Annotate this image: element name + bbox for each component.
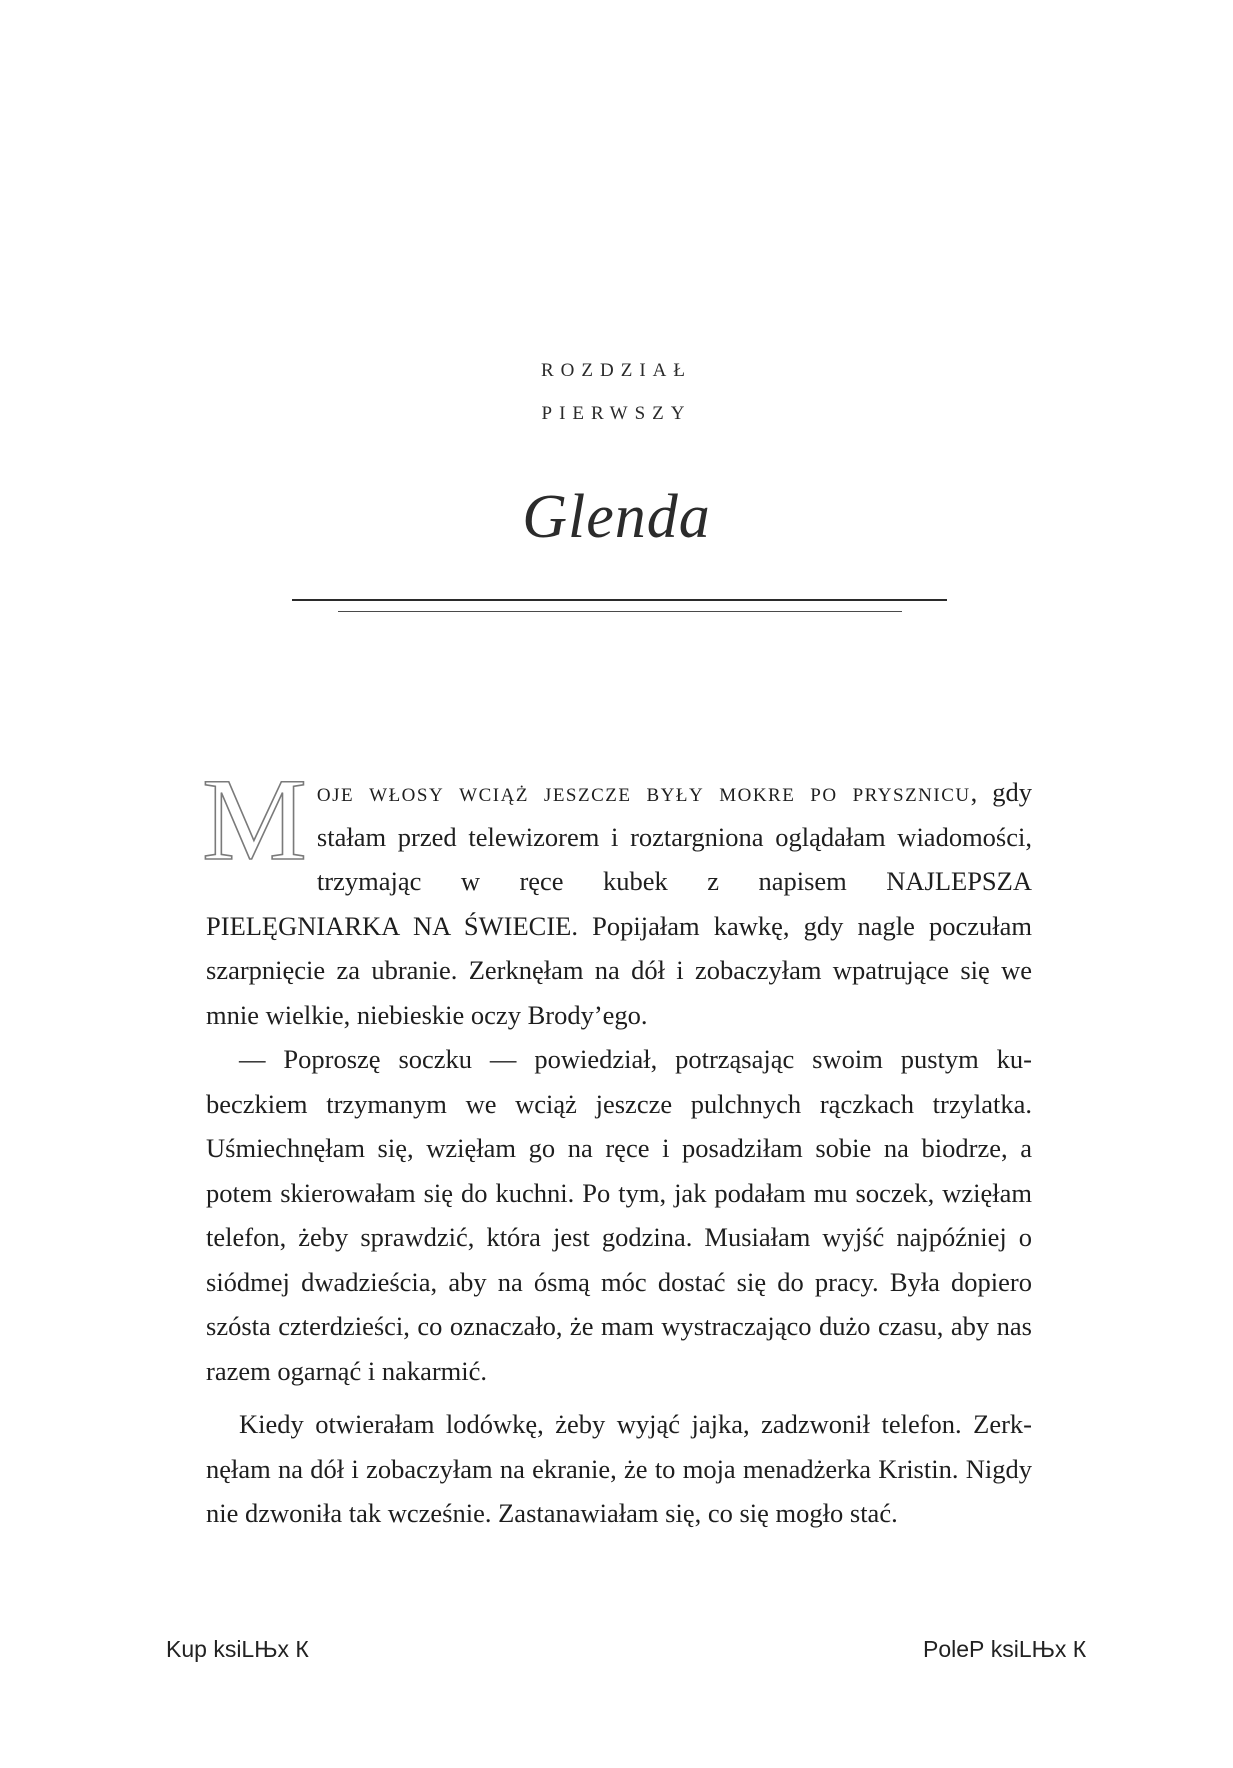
chapter-body: [202, 754, 1032, 1536]
chapter-title: Glenda: [522, 483, 711, 551]
paragraph-2: — Poproszę soczku — powiedział, potrząsając swoim pustym kubeczkiem trzymanym we wciąż jeszcze pulchnych rączkach trzylatka. Uśmiechnęłam się, wzięłam go na ręce i posadziłam sobie na biodrze, a potem skierowałam się do kuchni. Po tym, jak podałam mu soczek, wzięłam telefon, żeby sprawdzić, która jest godzina. Musiałam wyjść najpóźniej o siódmej dwadzieścia, aby na ósmą móc dostać się do pracy. Była dopiero szósta czterdzieści, co oznaczało, że mam wystraczająco dużo czasu, aby nas razem ogarnąć i nakarmić.: [206, 1044, 1032, 1386]
chapter-number: PIERWSZY: [541, 403, 692, 424]
title-rule-thick: [292, 599, 947, 601]
paragraph-3: Kiedy otwierałam lodówkę, żeby wyjąć jajka, zadzwonił telefon. Zerknęłam na dół i zobaczyłam na ekranie, że to moja menadżerka Kristin. Nigdy nie dzwoniła tak wcześnie. Zastanawiałam się, co się mogło stać.: [206, 1409, 1032, 1528]
chapter-label: ROZDZIAŁ: [541, 360, 692, 381]
drop-cap: M: [202, 754, 307, 885]
paragraph-1-text: gdy stałam przed telewizorem i roztargniona oglądałam wiadomości, trzymając w ręce kubek z napisem NAJLEPSZA PIELĘGNIARKA NA ŚWIECIE. Popijałam kawkę, gdy nagle poczułam szarpnięcie za ubranie. Zerknęłam na dół i zobaczyłam wpatrujące się we mnie wielkie, niebieskie oczy Brody’ego.: [206, 777, 1032, 1030]
buy-book-link[interactable]: Kup ksiLЊх К: [166, 1636, 309, 1662]
paragraph-1: [202, 754, 1032, 1037]
recommend-book-link[interactable]: PoleР ksiLЊх К: [923, 1636, 1087, 1662]
title-rule-thin: [338, 611, 902, 612]
opening-small-caps: oje włosy wciąż jeszcze były mokre po prysznicu,: [316, 777, 979, 807]
